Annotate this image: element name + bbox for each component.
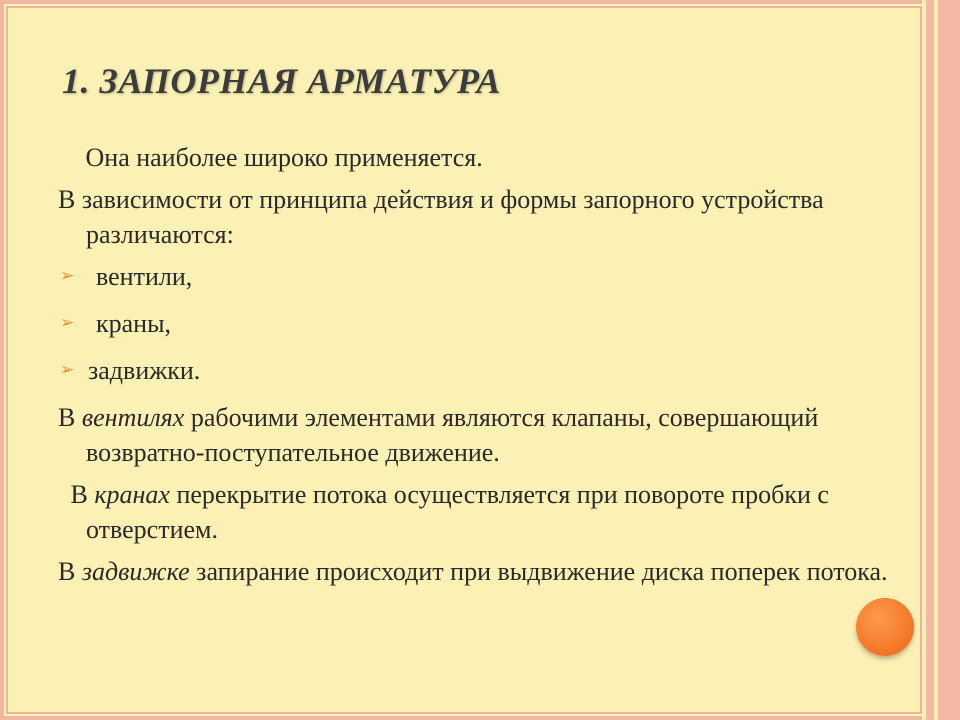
decorative-circle: [856, 598, 914, 656]
decorative-stripes: [922, 0, 960, 720]
arrow-bullet-icon: ➢: [60, 266, 75, 286]
list-item: [58, 353, 898, 388]
list-item-label: краны,: [96, 309, 172, 338]
term-valves: вентилях: [81, 403, 185, 432]
list-item-label: задвижки.: [88, 356, 201, 385]
gates-paragraph: В задвижке запирание происходит при выдвижение диска поперек потока.: [58, 557, 888, 586]
slide-body: [58, 140, 898, 596]
cocks-paragraph: В кранах перекрытие потока осуществляется при повороте пробки с отверстием.: [70, 480, 829, 544]
intro-text: Она наиболее широко применяется.: [85, 143, 483, 172]
list-item: [58, 306, 898, 341]
term-gates: задвижке: [81, 557, 190, 586]
valves-paragraph: В вентилях рабочими элементами являются клапаны, совершающий возвратно-поступательное движение.: [58, 403, 819, 467]
arrow-bullet-icon: ➢: [60, 313, 75, 333]
term-cocks: кранах: [94, 480, 170, 509]
list-item-label: вентили,: [96, 262, 193, 291]
classification-paragraph: В зависимости от принципа действия и формы запорного устройства различаются:: [58, 185, 824, 249]
list-item: [58, 259, 898, 294]
intro-paragraph: [58, 140, 898, 175]
slide-title: 1. ЗАПОРНАЯ АРМАТУРА: [62, 61, 501, 101]
arrow-bullet-icon: ➢: [60, 360, 75, 380]
